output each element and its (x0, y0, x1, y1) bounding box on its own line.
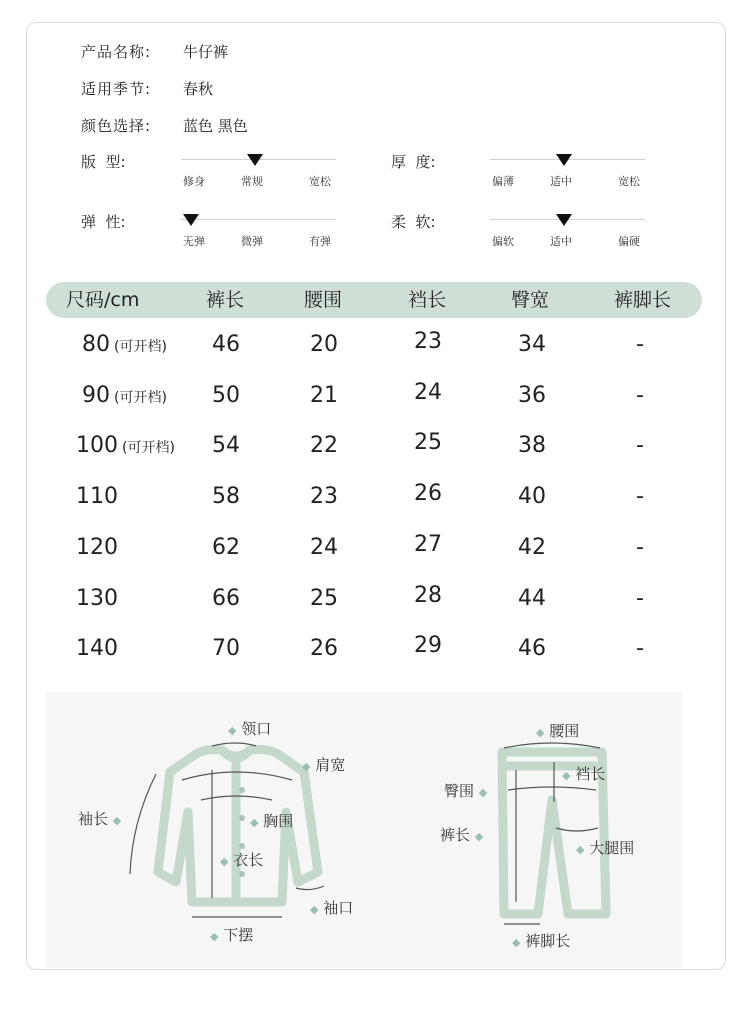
label-waist: ◆ 腰围 (536, 722, 580, 740)
size-value: 110 (76, 484, 118, 509)
diamond-icon: ◆ (228, 724, 237, 737)
scale-elastic-track (181, 219, 336, 220)
label-leg-opening: ◆ 裤脚长 (512, 932, 571, 950)
header-size: 尺码/cm (66, 289, 140, 311)
table-cell: 50 (212, 383, 240, 408)
table-cell: - (636, 636, 644, 661)
info-name (81, 41, 229, 62)
table-cell: 20 (310, 332, 338, 357)
table-cell: - (636, 535, 644, 560)
label-body-length: ◆ 衣长 (220, 851, 264, 869)
table-cell: 23 (310, 484, 338, 509)
scale-elastic-marker-icon (183, 214, 199, 226)
color-key: 颜色选择: (81, 117, 152, 135)
scale-thick-tick: 适中 (550, 175, 572, 188)
diamond-icon: ◆ (220, 855, 229, 868)
label-hip: 臀围 ◆ (444, 782, 488, 800)
season-key: 适用季节: (81, 80, 152, 98)
label-shoulder: ◆ 肩宽 (302, 756, 346, 774)
diamond-icon: ◆ (562, 769, 571, 782)
table-cell: - (636, 484, 644, 509)
label-rise: ◆ 裆长 (562, 765, 606, 783)
scale-fit-tick: 修身 (183, 175, 205, 188)
info-season (81, 78, 214, 99)
table-cell: 24 (414, 380, 442, 405)
table-cell: 66 (212, 586, 240, 611)
scale-elastic-tick: 微弹 (241, 235, 263, 248)
scale-thick-tick: 偏薄 (492, 175, 514, 188)
header-hip: 臀宽 (511, 289, 550, 311)
label-chest: ◆ 胸围 (250, 812, 294, 830)
scale-fit-label: 版 型: (81, 153, 126, 171)
diamond-icon: ◆ (576, 843, 585, 856)
label-collar: ◆ 领口 (228, 720, 272, 738)
table-cell: 23 (414, 329, 442, 354)
header-leg-opening: 裤脚长 (614, 289, 672, 311)
garment-illustration (46, 692, 682, 968)
name-key: 产品名称: (81, 43, 152, 61)
table-cell: 58 (212, 484, 240, 509)
header-waist: 腰围 (304, 289, 343, 311)
table-row-size (82, 332, 167, 357)
header-rise: 裆长 (408, 289, 447, 311)
measurement-diagram (46, 692, 682, 968)
diamond-icon: ◆ (512, 936, 521, 949)
table-cell: 25 (414, 430, 442, 455)
table-cell: 29 (414, 633, 442, 658)
size-note: (可开档) (122, 440, 175, 456)
table-row-size (76, 433, 175, 458)
scale-fit-marker-icon (247, 154, 263, 166)
table-cell: 21 (310, 383, 338, 408)
size-value: 130 (76, 586, 118, 611)
table-row-size (76, 636, 118, 661)
table-cell: 62 (212, 535, 240, 560)
table-cell: 46 (518, 636, 546, 661)
size-value: 140 (76, 636, 118, 661)
scale-thick-marker-icon (556, 154, 572, 166)
size-value: 120 (76, 535, 118, 560)
label-sleeve: 袖长 ◆ (78, 810, 122, 828)
label-cuff: ◆ 袖口 (310, 899, 354, 917)
size-note: (可开档) (114, 390, 167, 406)
table-cell: 27 (414, 532, 442, 557)
diamond-icon: ◆ (474, 830, 484, 843)
table-cell: 46 (212, 332, 240, 357)
diamond-icon: ◆ (302, 760, 311, 773)
diamond-icon: ◆ (310, 903, 319, 916)
scale-fit-tick: 宽松 (309, 175, 331, 188)
table-cell: 44 (518, 586, 546, 611)
table-row-size (82, 383, 167, 408)
scale-soft-tick: 偏硬 (618, 235, 640, 248)
scale-soft-tick: 偏软 (492, 235, 514, 248)
label-thigh: ◆ 大腿围 (576, 839, 635, 857)
info-color (81, 115, 248, 136)
table-cell: - (636, 332, 644, 357)
table-cell: 54 (212, 433, 240, 458)
table-cell: 22 (310, 433, 338, 458)
scale-elastic-label: 弹 性: (81, 213, 126, 231)
size-value: 90 (82, 383, 110, 408)
size-value: 100 (76, 433, 118, 458)
scale-elastic-tick: 有弹 (309, 235, 331, 248)
table-row-size (76, 484, 118, 509)
table-cell: 24 (310, 535, 338, 560)
name-value: 牛仔裤 (183, 43, 229, 61)
scale-fit-tick: 常规 (241, 175, 263, 188)
diamond-icon: ◆ (478, 786, 488, 799)
scale-thick-label: 厚 度: (391, 153, 436, 171)
table-row-size (76, 535, 118, 560)
size-table-header (46, 282, 702, 318)
scale-thick-tick: 宽松 (618, 175, 640, 188)
table-row-size (76, 586, 118, 611)
scale-soft-label: 柔 软: (391, 213, 436, 231)
table-cell: 42 (518, 535, 546, 560)
diamond-icon: ◆ (112, 814, 122, 827)
label-hem: ◆ 下摆 (210, 926, 254, 944)
table-cell: 26 (310, 636, 338, 661)
scale-elastic-tick: 无弹 (183, 235, 205, 248)
table-cell: 70 (212, 636, 240, 661)
table-cell: 38 (518, 433, 546, 458)
table-cell: 36 (518, 383, 546, 408)
diamond-icon: ◆ (210, 930, 219, 943)
scale-soft-tick: 适中 (550, 235, 572, 248)
table-cell: 40 (518, 484, 546, 509)
size-value: 80 (82, 332, 110, 357)
season-value: 春秋 (183, 80, 214, 98)
scale-soft-marker-icon (556, 214, 572, 226)
table-cell: - (636, 586, 644, 611)
header-length: 裤长 (206, 289, 245, 311)
size-note: (可开档) (114, 339, 167, 355)
table-cell: 34 (518, 332, 546, 357)
label-pants-length: 裤长 ◆ (440, 826, 484, 844)
table-cell: 25 (310, 586, 338, 611)
table-cell: - (636, 383, 644, 408)
color-value: 蓝色 黑色 (183, 117, 248, 135)
table-cell: 28 (414, 583, 442, 608)
table-cell: - (636, 433, 644, 458)
table-cell: 26 (414, 481, 442, 506)
diamond-icon: ◆ (250, 816, 259, 829)
diamond-icon: ◆ (536, 726, 545, 739)
